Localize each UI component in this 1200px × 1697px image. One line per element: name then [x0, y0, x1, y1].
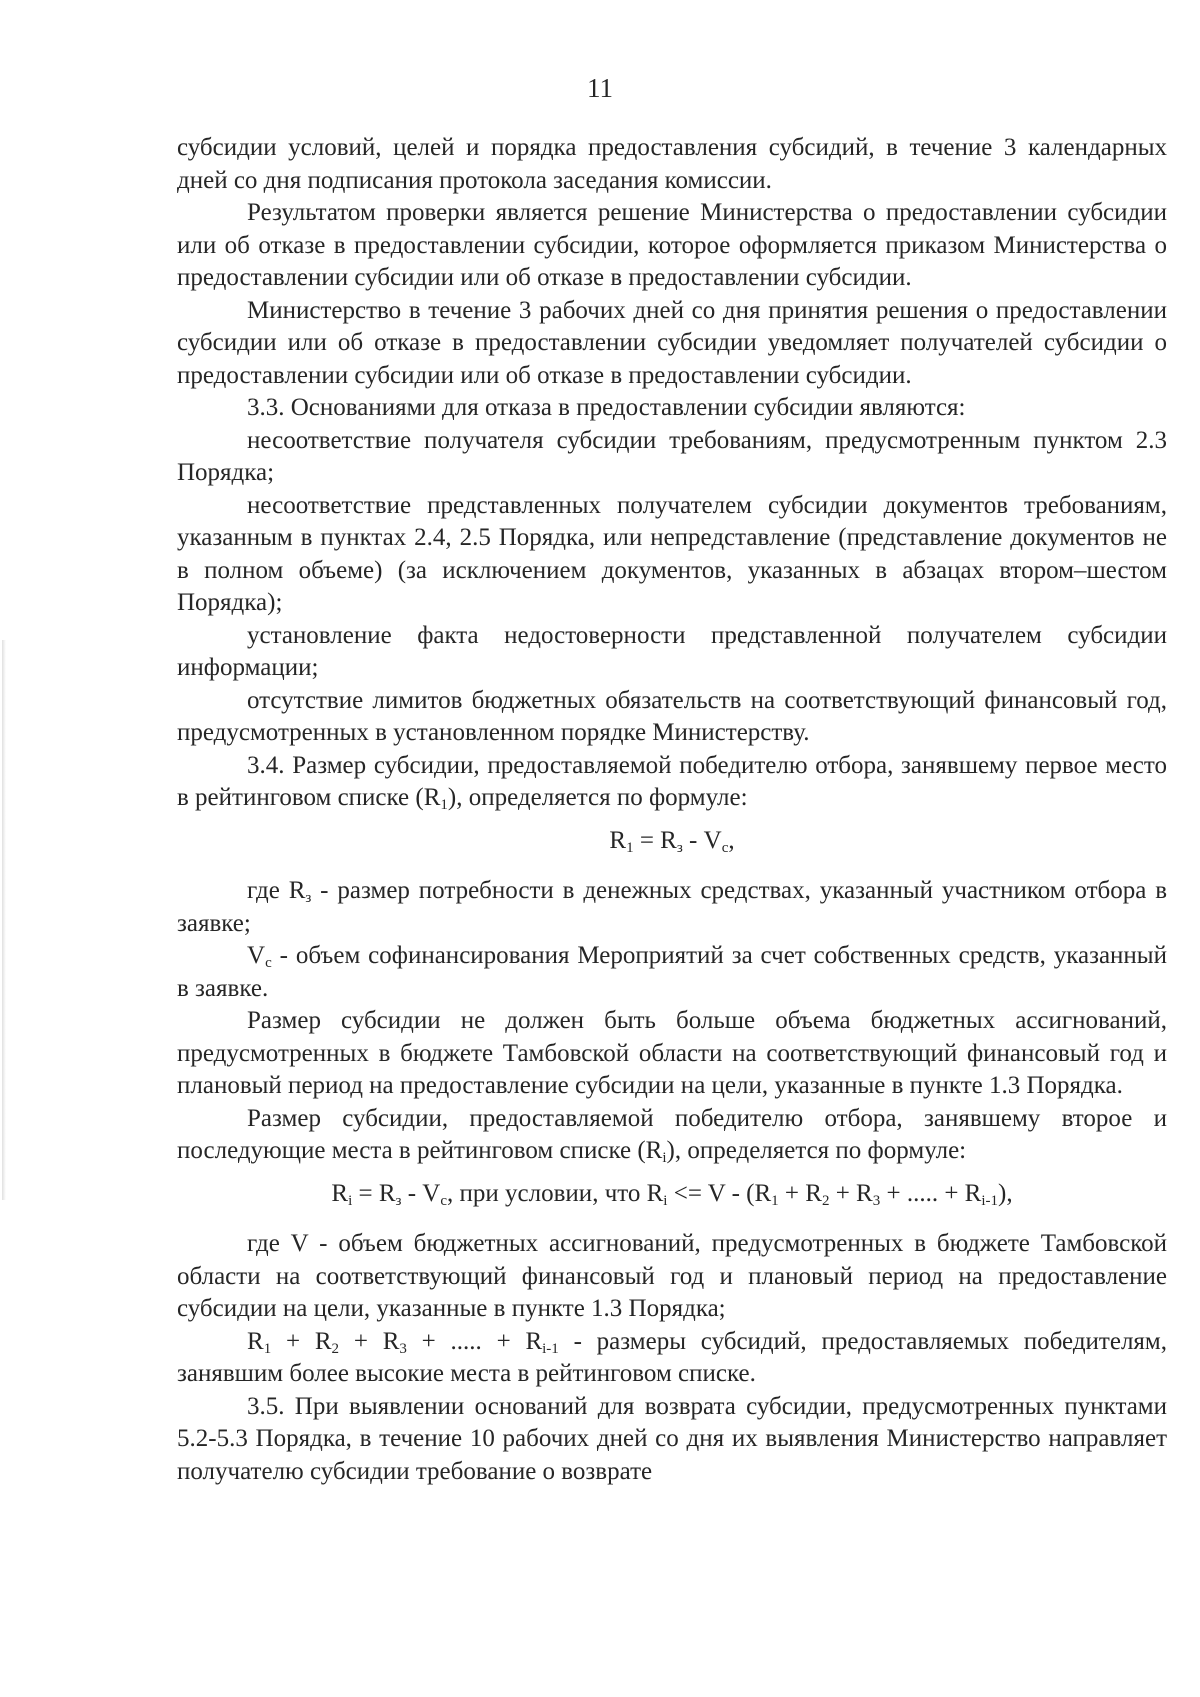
- text-run: где R: [247, 877, 306, 904]
- page-number: 11: [587, 73, 613, 103]
- paragraph-subsequent-places: [177, 1103, 1167, 1168]
- paragraph-refusal-reason-3: установление факта недостоверности представленной получателем субсидии информации;: [177, 621, 1167, 681]
- text-run: - размеры субсидий, предоставляемых победителям, занявшим более высокие места в рейтинговом списке.: [177, 1327, 1167, 1387]
- subscript: i: [663, 1192, 668, 1209]
- formula-term: + R: [829, 1179, 873, 1207]
- subscript: з: [305, 890, 312, 906]
- formula-term: , при условии, что R: [447, 1179, 664, 1207]
- paragraph-continuation: субсидии условий, целей и порядка предоставления субсидий, в течение 3 календарных дней со дня подписания протокола заседания комиссии.: [177, 134, 1167, 194]
- paragraph-vc-definition: [177, 940, 1167, 1005]
- paragraph-3-3-heading: 3.3. Основаниями для отказа в предоставлении субсидии являются:: [247, 394, 966, 421]
- formula-term: R: [609, 826, 627, 854]
- paragraph-sum-definition: [177, 1326, 1167, 1391]
- formula-term: <= V - (R: [667, 1179, 772, 1207]
- paragraph-check-result: Результатом проверки является решение Министерства о предоставлении субсидии или об отказе в предоставлении субсидии, которое оформляется приказом Министерства о предоставлении субсидии или об отказе в предоставлении субсидии.: [177, 199, 1167, 291]
- paragraph-refusal-reason-2: несоответствие представленных получателем субсидии документов требованиям, указанным в пунктах 2.4, 2.5 Порядка, или непредставление (представление документов не в полном объеме) (за исключением документов, указанных в абзацах втором–шестом Порядка);: [177, 491, 1167, 616]
- text-run: ), определяется по формуле:: [666, 1137, 967, 1164]
- paragraph-3-5-refund: 3.5. При выявлении оснований для возврата субсидии, предусмотренных пунктами 5.2-5.3 Порядка, в течение 10 рабочих дней со дня их выявления Министерство направляет получателю субсидии требование о возврате: [177, 1392, 1167, 1485]
- subscript: c: [440, 1192, 448, 1209]
- subscript: c: [721, 839, 729, 856]
- subscript: i: [662, 1150, 667, 1166]
- subscript: 1: [263, 1340, 272, 1357]
- text-run: V: [247, 942, 266, 969]
- formula-term: - V: [401, 1179, 441, 1207]
- text-run: Размер субсидии, предоставляемой победителю отбора, занявшему второе и последующие места в рейтинговом списке (R: [177, 1104, 1167, 1164]
- formula-term: + R: [778, 1179, 822, 1207]
- subscript: i-1: [542, 1340, 559, 1357]
- text-run: + R: [271, 1327, 332, 1355]
- document-body: [177, 132, 1167, 1488]
- text-run: - объем софинансирования Мероприятий за счет собственных средств, указанный в заявке.: [177, 942, 1167, 1002]
- formula-term: + ..... + R: [880, 1179, 982, 1207]
- text-run: 3.4. Размер субсидии, предоставляемой победителю отбора, занявшему первое место в рейтинговом списке (R: [177, 751, 1167, 811]
- formula-term: - V: [682, 826, 722, 854]
- text-run: + ..... + R: [406, 1327, 543, 1355]
- text-run: R: [247, 1327, 264, 1355]
- formula-r1: [177, 825, 1167, 858]
- subscript: 1: [440, 797, 448, 813]
- subscript: 1: [626, 839, 634, 856]
- subscript: i-1: [981, 1192, 999, 1209]
- subscript: з: [395, 1192, 402, 1209]
- subscript: 3: [872, 1192, 881, 1209]
- subscript: 3: [399, 1340, 407, 1357]
- paragraph-notification: Министерство в течение 3 рабочих дней со дня принятия решения о предоставлении субсидии или об отказе в предоставлении субсидии уведомляет получателей субсидии о предоставлении субсидии или об отказе в предоставлении субсидии.: [177, 296, 1167, 389]
- formula-term: = R: [633, 826, 677, 854]
- paragraph-subsidy-limit: Размер субсидии не должен быть больше объема бюджетных ассигнований, предусмотренных в бюджете Тамбовской области на соответствующий финансовый год и плановый период на предоставление субсидии на цели, указанные в пункте 1.3 Порядка.: [177, 1007, 1167, 1099]
- subscript: з: [676, 839, 683, 856]
- formula-term: ),: [998, 1179, 1013, 1207]
- paragraph-v-definition: где V - объем бюджетных ассигнований, предусмотренных в бюджете Тамбовской области на соответствующий финансовый год и плановый период на предоставление субсидии на цели, указанные в пункте 1.3 Порядка;: [177, 1230, 1167, 1322]
- scan-edge-shadow: [2, 640, 6, 1200]
- subscript: 2: [331, 1340, 340, 1357]
- paragraph-rz-definition: [177, 875, 1167, 940]
- paragraph-refusal-reason-4: отсутствие лимитов бюджетных обязательств на соответствующий финансовый год, предусмотренных в установленном порядке Министерству.: [177, 686, 1167, 746]
- paragraph-refusal-reason-1: несоответствие получателя субсидии требованиям, предусмотренным пунктом 2.3 Порядка;: [177, 426, 1167, 486]
- formula-ri: [177, 1178, 1167, 1211]
- paragraph-3-4-subsidy-size: [177, 750, 1167, 815]
- text-run: - размер потребности в денежных средствах, указанный участником отбора в заявке;: [177, 877, 1167, 937]
- formula-term: ,: [728, 826, 735, 854]
- subscript: i: [348, 1192, 353, 1209]
- subscript: 2: [821, 1192, 830, 1209]
- subscript: 1: [771, 1192, 779, 1209]
- formula-term: R: [331, 1179, 349, 1207]
- text-run: + R: [339, 1327, 400, 1355]
- formula-term: = R: [352, 1179, 396, 1207]
- text-run: ), определяется по формуле:: [447, 784, 748, 811]
- subscript: c: [265, 955, 272, 971]
